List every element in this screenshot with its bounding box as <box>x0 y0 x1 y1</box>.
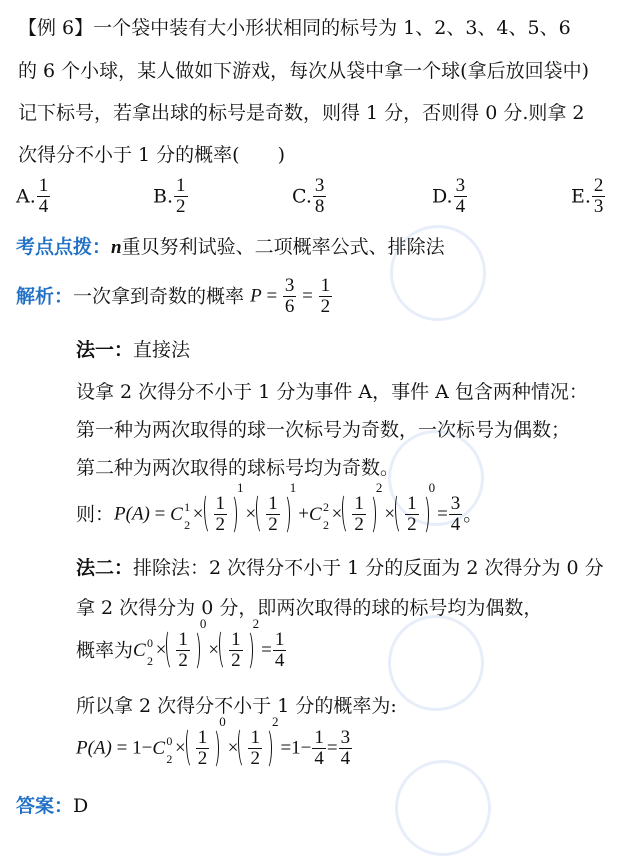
analysis-line: 解析：一次拿到奇数的概率 P = $\frac{3}{6}$ = $\frac{1}{2}$ <box>16 275 331 317</box>
method1-title: 法一：直接法 <box>76 339 191 361</box>
option-c: C. $\frac{3}{8}$ <box>292 175 325 217</box>
method1-line-1: 设拿 2 次得分不小于 1 分为事件 A，事件 A 包含两种情况： <box>76 381 588 403</box>
method2-line-3: 所以拿 2 次得分不小于 1 分的概率为: <box>76 695 397 717</box>
method2-prob: 概率为C 0 2 × $\frac{1}{2}$ 0× $\frac{1}{2}$ 2= $\frac{1}{4}$ <box>76 616 285 671</box>
problem-line-1: 【例 6】一个袋中装有大小形状相同的标号为 1、2、3、4、5、6 <box>18 17 571 39</box>
method1-line-2: 第一种为两次取得的球一次标号为奇数，一次标号为偶数； <box>76 419 571 441</box>
method2-line-1: 法二：排除法：2 次得分不小于 1 分的反面为 2 次得分为 0 分 <box>76 557 604 579</box>
keypoint-line: 考点点拨：n重贝努利试验、二项概率公式、排除法 <box>16 236 445 258</box>
option-a: A. $\frac{1}{4}$ <box>16 175 49 217</box>
answer-line: 答案：D <box>16 795 89 817</box>
method1-formula: 则：P(A) = C 1 2 × $\frac{1}{2}$ 1× $\frac{1}{2}$ 1+C 2 2 × $\frac{1}{2}$ 2× $\frac{1}{2}$ 0= $\frac{3}{4}$ 。 <box>76 480 483 535</box>
option-e: E. $\frac{2}{3}$ <box>571 175 604 217</box>
option-d: D. $\frac{3}{4}$ <box>432 175 466 217</box>
problem-line-4: 次得分不小于 1 分的概率( ) <box>18 144 285 166</box>
method1-line-3: 第二种为两次取得的球标号均为奇数。 <box>76 457 400 479</box>
method2-final: P(A) = 1−C 0 2 × $\frac{1}{2}$ 0× $\frac{1}{2}$ 2=1− $\frac{1}{4}$ = $\frac{3}{4}$ <box>76 714 351 769</box>
option-b: B. $\frac{1}{2}$ <box>153 175 186 217</box>
problem-line-2: 的 6 个小球，某人做如下游戏，每次从袋中拿一个球(拿后放回袋中) <box>18 60 589 82</box>
problem-line-3: 记下标号，若拿出球的标号是奇数，则得 1 分，否则得 0 分.则拿 2 <box>18 102 585 124</box>
method2-line-2: 拿 2 次得分为 0 分，即两次取得的球的标号均为偶数， <box>76 597 543 619</box>
options-row <box>0 176 640 222</box>
